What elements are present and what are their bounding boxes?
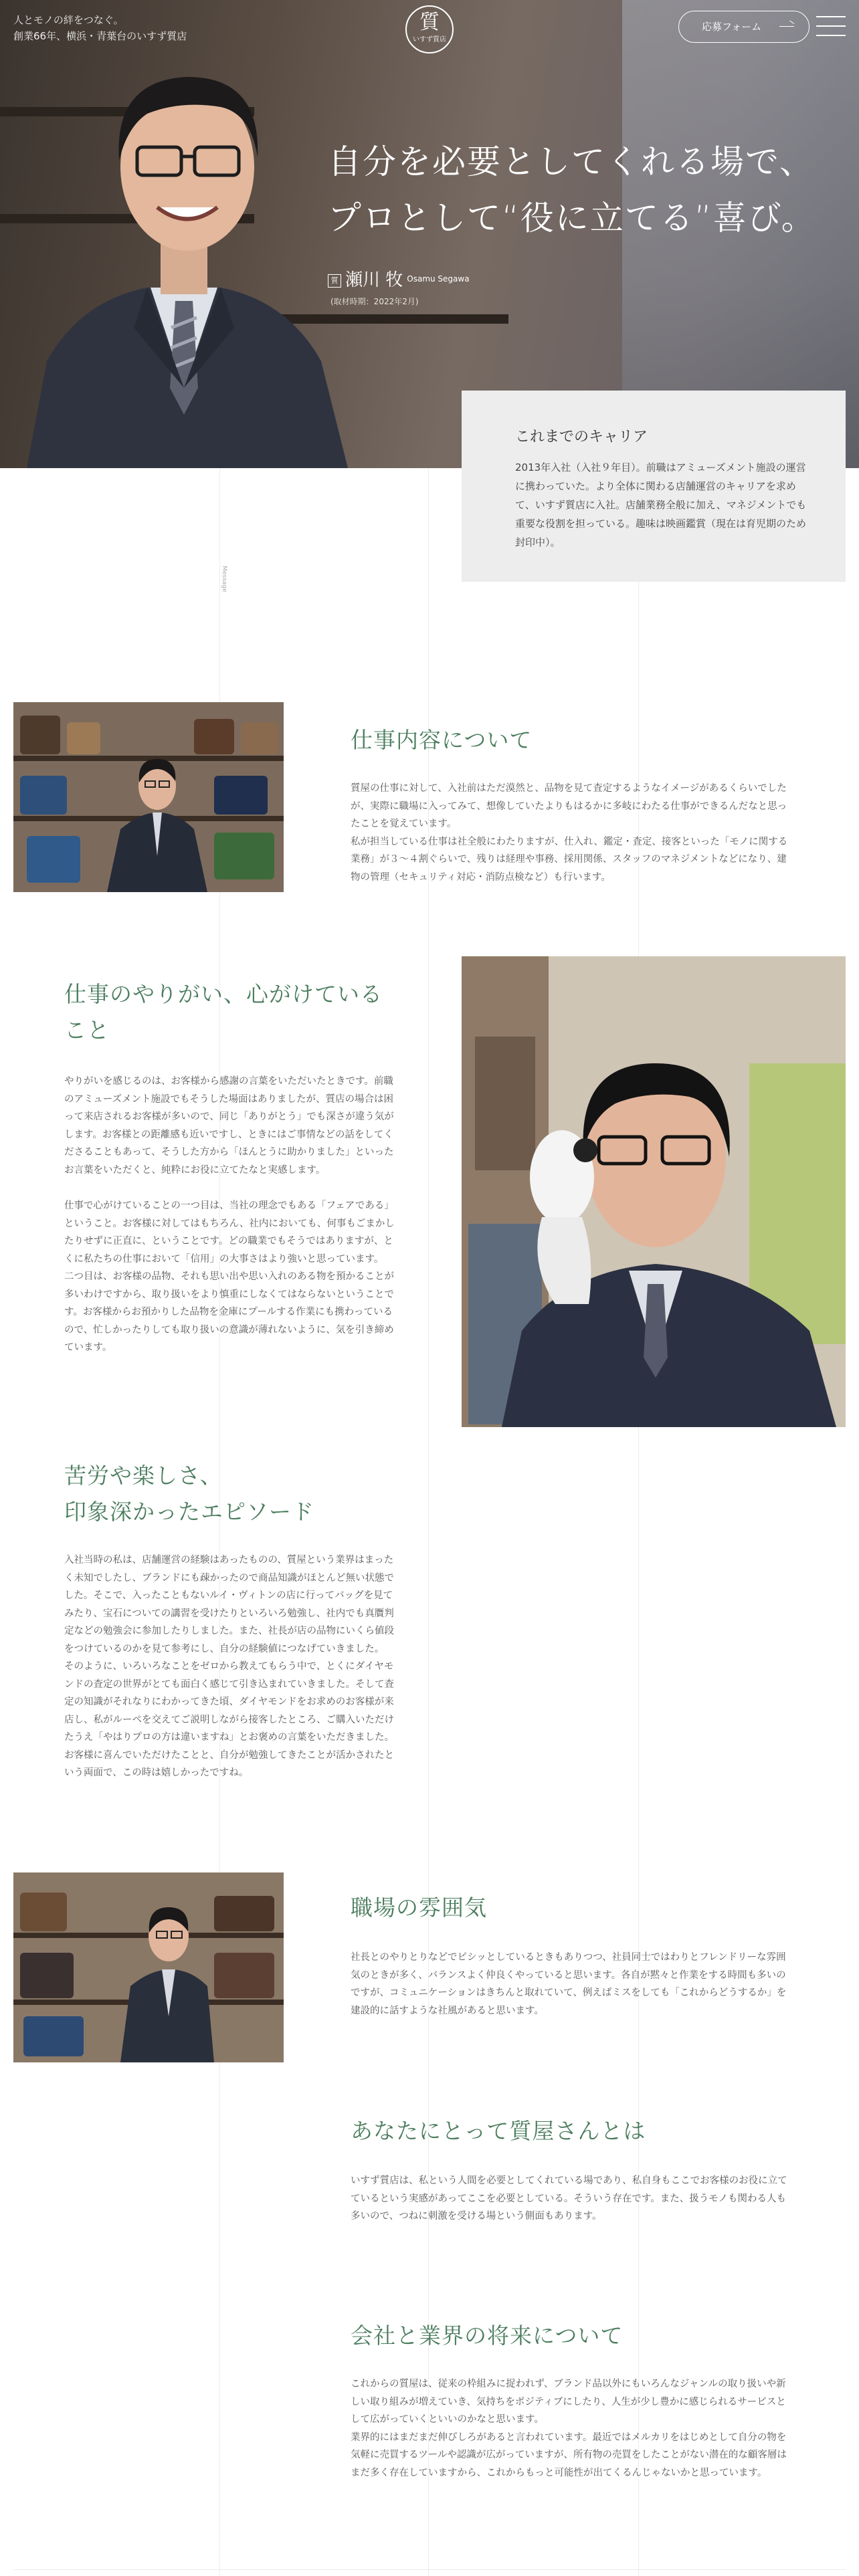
section-title-future: 会社と業界の将来について: [351, 2323, 624, 2349]
catch-line: プロとして“役に立てる”喜び。: [328, 199, 816, 237]
name-english: Osamu Segawa: [407, 274, 470, 284]
section-text-work: 質屋の仕事に対して、入社前はただ漠然と、品物を見て査定するようなイメージがあるくらいでしたが、実際に職場に入ってみて、想像していたよりもはるかに多岐にわたる仕事ができるんだなと思ったことを覚えています。 私が担当している仕事は社全般にわたりますが、仕入れ、鑑定・査定、接客といった「モノに関する業務」が３～４割ぐらいで、残りは経理や事務、採用関係、スタッフのマネジメントなどになり、建物の管理（セキュリティ対応・消防点検など）も行います。: [351, 783, 788, 883]
section-text-atmosphere: 社長とのやりとりなどでピシッとしているときもありつつ、社員同士ではわりとフレンドリーな雰囲気のときが多く、バランスよく仲良くやっていると思います。各自が黙々と作業をする時間も多いのですが、コミュニケーションはきちんと取れていて、例えばミスをしても「これからどうするか」を建設的に話すような社風があると思います。: [351, 1952, 787, 2016]
section-text-meaning: いすず質店は、私という人間を必要としてくれている場であり、私自身もここでお客様のお役に立てているという実感があってここを必要としている。そういう存在です。また、扱うモノも関わる人も多いので、つねに刺激を受ける場という側面もあります。: [351, 2175, 787, 2222]
career-box: [462, 391, 846, 582]
section-title-atmosphere: 職場の雰囲気: [351, 1895, 487, 1921]
site-logo[interactable]: [405, 5, 454, 53]
message-side-label: Message: [221, 566, 227, 593]
section-text-episode: 入社当時の私は、店舗運営の経験はあったものの、質屋という業界はまったく未知でしたし、ブランドにも疎かったので商品知識がほとんど無い状態でした。そこで、入ったこともないルイ・ヴィトンの店に行ってバッグを見てみたり、宝石についての講習を受けたりといろいろ勉強し、社内でも真贋判定などの勉強会に参加したりしました。また、社長が店の品物にいくら値段をつけているのかを見て参考にし、自分の経験値につなげていきました。 そのように、いろいろなことをゼロから教えてもらう中で、とくにダイヤモンドの査定の世界がとても面白く感じて引き込まれていきました。そして査定の知識がそれなりにわかってきた頃、ダイヤモンドをお求めのお客様が来店し、私がルーペを交えてご説明しながら接客したところ、ご購入いただけたうえ「やはりプロの方は違いますね」とお褒めの言葉をいただきました。 お客様に喜んでいただけたことと、自分が勉強してきたことが活かされたという両面で、この時は嬉しかったですね。: [64, 1555, 394, 1778]
section-title-work: 仕事内容について: [351, 727, 533, 753]
hero-catchphrase: [328, 134, 816, 246]
section-text-future: これからの質屋は、従来の枠組みに捉われず、ブランド品以外にもいろんなジャンルの取り扱いや新しい取り組みが増えていき、気持ちをポジティブにしたり、人生が少し豊かに感じられるサービスとして広がっていくといいのかなと思います。 業界的にはまだまだ伸びしろがあると言われています。最近ではメルカリをはじめとして自分の物を気軽に売買するツールや認識が広がっていますが、所有物の売買をしたことがない潜在的な顧客層はまだ多く存在していますから、これからもっと可能性が出てくるんじゃないかと思っています。: [351, 2379, 787, 2478]
name-japanese: 瀬川 牧: [345, 270, 403, 290]
apply-form-label: 応募フォーム: [702, 21, 762, 33]
name-badge-icon: 質: [328, 274, 341, 288]
section-text-rewarding-2: 仕事で心がけていることの一つ目は、当社の理念でもある「フェアである」ということ。お客様に対してはもちろん、社内においても、何事もごまかしたりせずに正直に、ということです。どの職業でもそうではありますが、とくに私たちの仕事において「信用」の大事さはより強いと思っています。 二つ目は、お客様の品物、それも思い出や思い入れのある物を預かることが多いわけですから、取り扱いをより慎重にしなくてはならないということです。お客様からお預かりした品物を金庫にプールする作業にも携わっているので、忙しかったりしても取り扱いの意識が薄れないように、気を引き締めています。: [64, 1200, 395, 1353]
workplace-photo: [13, 1872, 284, 2062]
title-line: 印象深かったエピソード: [64, 1499, 314, 1525]
career-text: 2013年入社（入社９年目）。前職はアミューズメント施設の運営に携わっていた。より全体に関わる店舗運営のキャリアを求めて、いすず質店に入社。店舗業務全般に加え、マネジメントでも重要な役割を担っている。趣味は映画鑑賞（現在は育児期のため封印中）。: [515, 461, 807, 548]
career-title: これまでのキャリア: [515, 429, 648, 445]
hamburger-menu-icon[interactable]: [816, 16, 846, 36]
apply-form-button[interactable]: [678, 11, 809, 43]
section-text-rewarding-1: やりがいを感じるのは、お客様から感謝の言葉をいただいたときです。前職のアミューズメント施設でもそうした場面はありましたが、質店の場合は困って来店されるお客様が多いので、同じ「ありがとう」でも深さが違う気がします。お客様との距離感も近いですし、ときにはご事情などの話をしてくださることもあって、そうした方から「ほんとうに助かりました」といったお言葉をいただくと、純粋にお役に立てたなと実感します。: [64, 1076, 394, 1176]
site-tagline: [13, 12, 187, 44]
section-title-meaning: あなたにとって質屋さんとは: [351, 2118, 646, 2144]
footer-divider: [13, 2569, 846, 2570]
section-title-rewarding: [64, 976, 412, 1049]
title-line: こと: [64, 1017, 110, 1043]
title-line: 苦労や楽しさ、: [64, 1463, 223, 1489]
arrow-right-icon: [779, 26, 794, 27]
tagline-line: 創業66年、横浜・青葉台のいすず質店: [13, 30, 187, 42]
appraisal-photo: [462, 956, 846, 1427]
interview-date: (取材時期：2022年2月): [330, 297, 419, 306]
section-title-episode: [64, 1458, 412, 1530]
shop-interior-photo: [13, 702, 284, 892]
catch-line: 自分を必要としてくれる場で、: [328, 142, 814, 181]
logo-mark: 質: [419, 11, 440, 34]
tagline-line: 人とモノの絆をつなぐ。: [13, 14, 124, 26]
logo-text: いすず質店: [412, 36, 447, 43]
employee-name: [328, 266, 470, 291]
title-line: 仕事のやりがい、心がけている: [64, 981, 383, 1007]
